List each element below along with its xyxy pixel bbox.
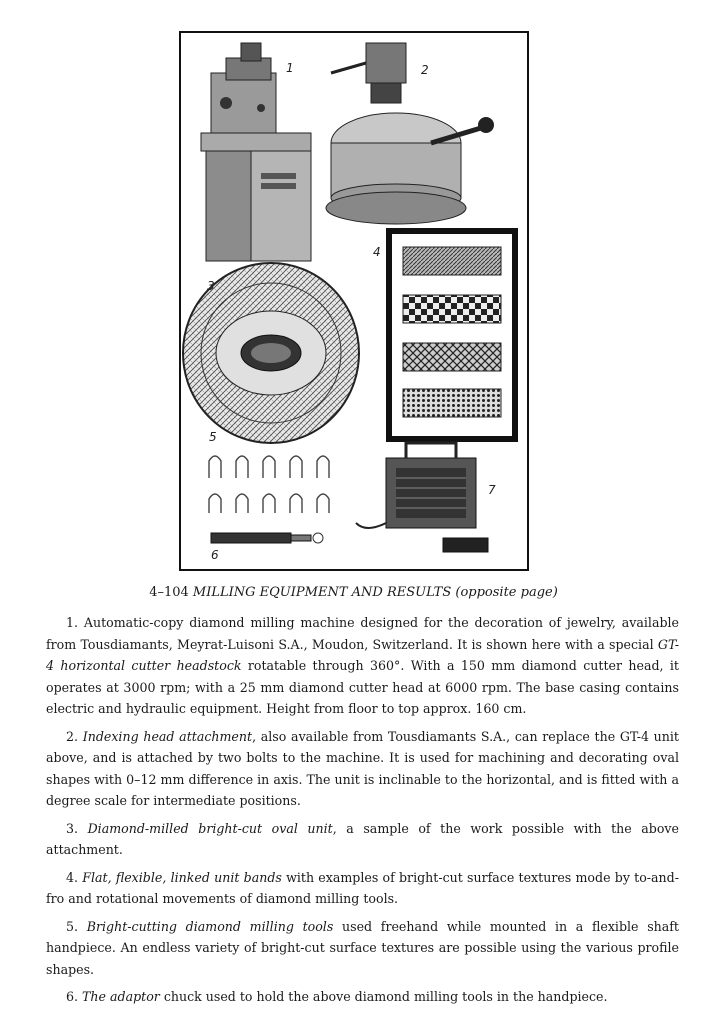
caption-title: MILLING EQUIPMENT AND RESULTS xyxy=(192,585,452,600)
figure-label-4: 4 xyxy=(373,245,381,259)
paragraph-text: , a sample of the work possible with the above attachment. xyxy=(46,820,679,857)
paragraph-4 xyxy=(46,867,679,910)
paragraph-1 xyxy=(46,612,679,720)
paragraph-3 xyxy=(46,818,679,861)
paragraph-text: chuck used to hold the above diamond milling tools in the handpiece. xyxy=(159,989,608,1004)
paragraph-number: 3. xyxy=(66,820,88,836)
body-text xyxy=(46,612,679,1014)
figure-caption xyxy=(0,585,707,600)
adaptor-illustration xyxy=(211,533,323,543)
figure-label-2: 2 xyxy=(421,63,429,77)
milling-tools-illustration xyxy=(209,456,329,513)
paragraph-text: , also available from Tousdiamants S.A., can replace the GT-4 unit above, and is attached by two bolts to the machine. It is used for machining and decorating oval shapes with 0–12 mm difference in axis. The unit is inclinable to the horizontal, and is fitted with a degree scale for intermediate positions. xyxy=(46,728,679,808)
figure-label-5: 5 xyxy=(209,430,217,444)
paragraph-text: with examples of bright-cut surface textures mode by to-and-fro and rotational movements of diamond milling tools. xyxy=(46,869,679,906)
paragraph-number: 5. xyxy=(66,918,87,934)
milling-machine-illustration xyxy=(201,43,311,261)
emphasis-text: Flat, flexible, linked unit bands xyxy=(82,869,282,885)
figure-label-3: 3 xyxy=(207,279,215,293)
paragraph-text: used freehand while mounted in a flexible shaft handpiece. An endless variety of bright-cut surface textures are possible using the various profile shapes. xyxy=(46,918,679,977)
caption-number: 4–104 xyxy=(149,585,189,600)
figure-illustration xyxy=(181,33,527,569)
caption-note: (opposite page) xyxy=(455,585,558,600)
emphasis-text: GT-4 horizontal cutter headstock xyxy=(46,636,679,673)
emphasis-text: Bright-cutting diamond milling tools xyxy=(86,918,334,934)
figure-label-6: 6 xyxy=(211,548,219,562)
indexing-head-illustration xyxy=(326,43,494,224)
paragraph-number: 4. xyxy=(66,869,83,885)
bands-panel-illustration xyxy=(389,231,515,439)
paragraph-text: rotatable through 360°. With a 150 mm diamond cutter head, it operates at 3000 rpm; with a 25 mm diamond cutter head at 6000 rpm. The base casing contains electric and hydraulic equipment. Height from floor to top approx. 160 cm. xyxy=(46,658,679,716)
paragraph-6 xyxy=(46,986,679,1008)
figure-label-1: 1 xyxy=(286,61,294,75)
paragraph-number: 2. xyxy=(66,728,83,744)
figure-plate xyxy=(179,31,529,571)
emphasis-text: Indexing head attachment xyxy=(82,728,253,744)
motor-unit-illustration xyxy=(356,443,488,552)
emphasis-text: The adaptor xyxy=(82,989,160,1004)
emphasis-text: Diamond-milled bright-cut oval unit xyxy=(87,820,333,836)
paragraph-number: 6. xyxy=(66,989,83,1004)
paragraph-number: 1. xyxy=(66,615,84,630)
figure-label-7: 7 xyxy=(488,483,496,497)
paragraph-text: Automatic-copy diamond milling machine designed for the decoration of jewelry, available from Tousdiamants, Meyrat-Luisoni S.A., Moudon, Switzerland. It is shown here with a special xyxy=(46,615,679,652)
paragraph-5 xyxy=(46,916,679,981)
paragraph-2 xyxy=(46,726,679,812)
